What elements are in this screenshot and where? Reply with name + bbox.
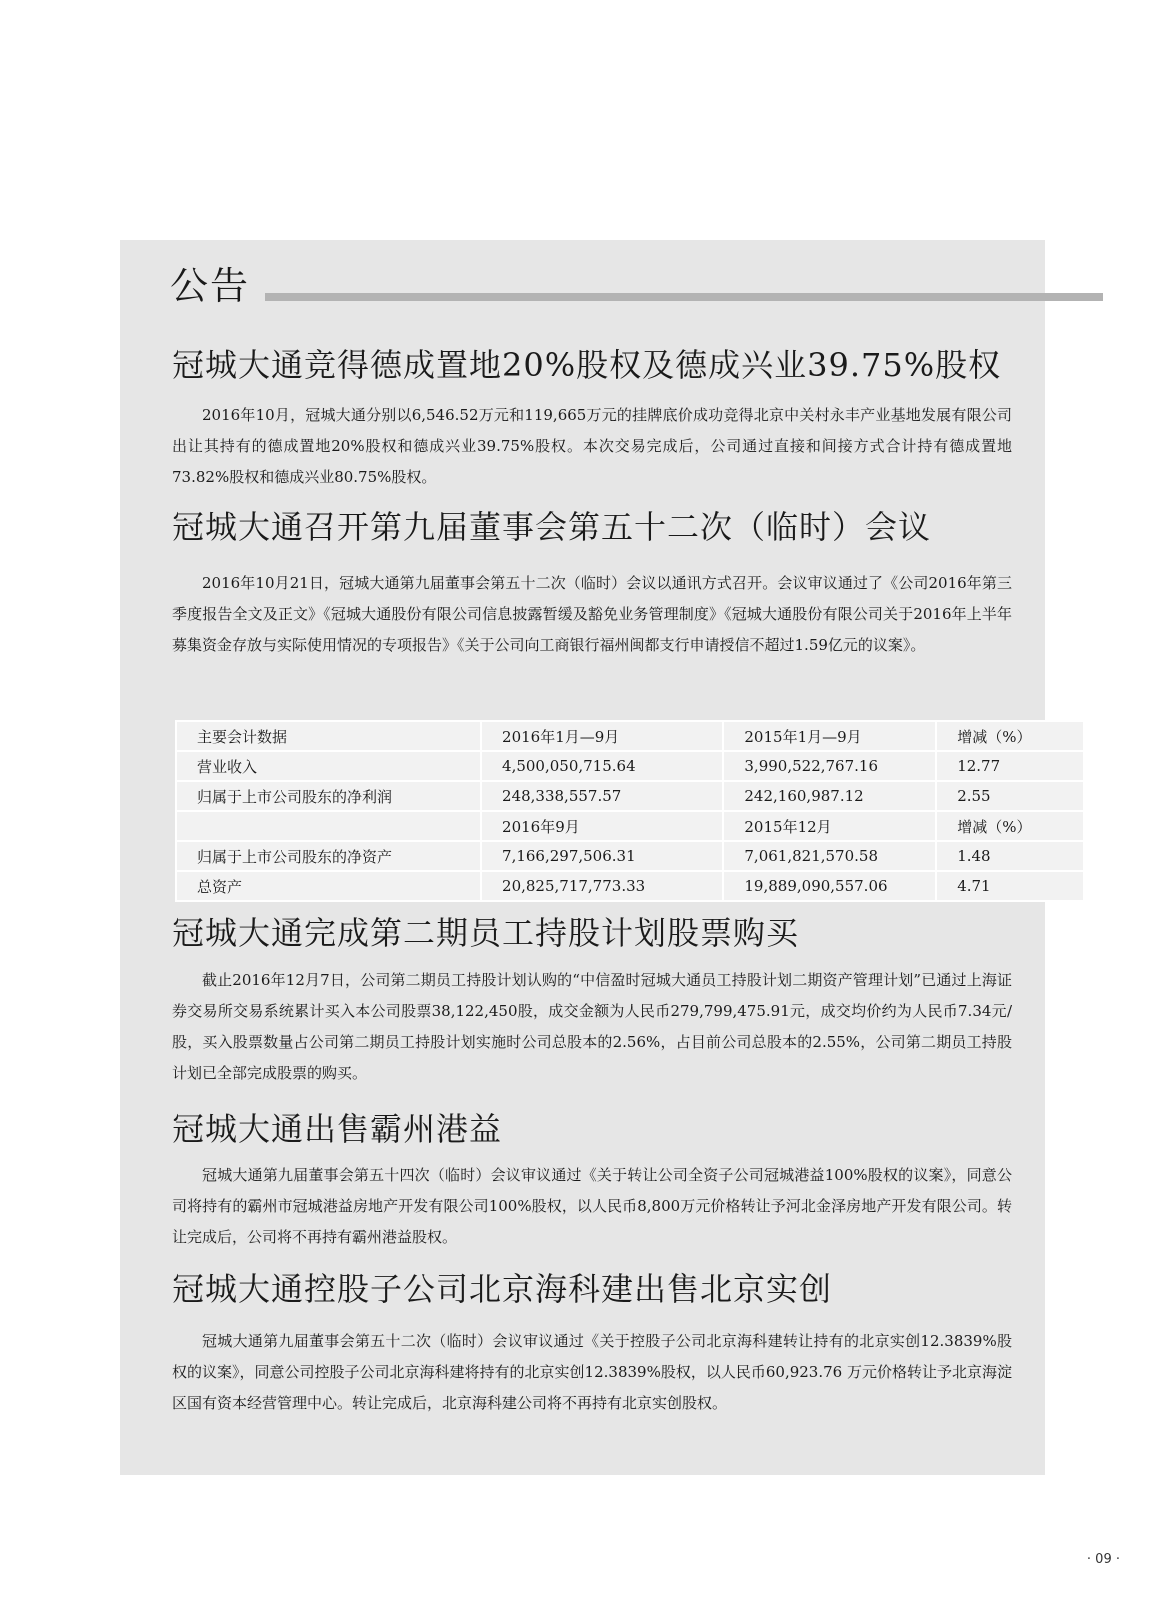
table-row xyxy=(176,781,1084,811)
table-cell: 增减（%） xyxy=(936,721,1084,751)
table-cell: 归属于上市公司股东的净利润 xyxy=(176,781,481,811)
table-cell: 总资产 xyxy=(176,871,481,901)
article-2-title: 冠城大通召开第九届董事会第五十二次（临时）会议 xyxy=(172,508,932,546)
table-cell: 4,500,050,715.64 xyxy=(481,751,723,781)
table-cell: 248,338,557.57 xyxy=(481,781,723,811)
article-3-title: 冠城大通完成第二期员工持股计划股票购买 xyxy=(172,914,800,952)
table-cell: 2.55 xyxy=(936,781,1084,811)
article-4-title: 冠城大通出售霸州港益 xyxy=(172,1110,503,1148)
article-5-title: 冠城大通控股子公司北京海科建出售北京实创 xyxy=(172,1270,833,1308)
table-cell: 7,061,821,570.58 xyxy=(723,841,936,871)
table-cell: 归属于上市公司股东的净资产 xyxy=(176,841,481,871)
article-5-body: 冠城大通第九届董事会第五十二次（临时）会议审议通过《关于控股子公司北京海科建转让持有的北京实创12.3839%股权的议案》，同意公司控股子公司北京海科建将持有的北京实创12.3839%股权，以人民币60,923.76 万元价格转让予北京海淀区国有资本经营管理中心。转让完成后，北京海科建公司将不再持有北京实创股权。 xyxy=(172,1332,1012,1412)
table-cell: 3,990,522,767.16 xyxy=(723,751,936,781)
table-row xyxy=(176,751,1084,781)
article-1-title: 冠城大通竞得德成置地20%股权及德成兴业39.75%股权 xyxy=(172,346,1002,384)
table-cell: 增减（%） xyxy=(936,811,1084,841)
table-cell: 2015年12月 xyxy=(723,811,936,841)
article-1-body: 2016年10月，冠城大通分别以6,546.52万元和119,665万元的挂牌底价成功竞得北京中关村永丰产业基地发展有限公司出让其持有的德成置地20%股权和德成兴业39.75%股权。本次交易完成后，公司通过直接和间接方式合计持有德成置地73.82%股权和德成兴业80.75%股权。 xyxy=(172,406,1012,486)
table-cell: 242,160,987.12 xyxy=(723,781,936,811)
table-cell: 19,889,090,557.06 xyxy=(723,871,936,901)
table-cell: 20,825,717,773.33 xyxy=(481,871,723,901)
table-row xyxy=(176,721,1084,751)
page-number: · 09 · xyxy=(1086,1552,1120,1567)
table-cell: 12.77 xyxy=(936,751,1084,781)
table-cell: 1.48 xyxy=(936,841,1084,871)
table-cell: 营业收入 xyxy=(176,751,481,781)
article-3-body: 截止2016年12月7日，公司第二期员工持股计划认购的“中信盈时冠城大通员工持股计划二期资产管理计划”已通过上海证券交易所交易系统累计买入本公司股票38,122,450股，成交金额为人民币279,799,475.91元，成交均价约为人民币7.34元/股，买入股票数量占公司第二期员工持股计划实施时公司总股本的2.56%，占目前公司总股本的2.55%，公司第二期员工持股计划已全部完成股票的购买。 xyxy=(172,971,1012,1082)
table-row xyxy=(176,811,1084,841)
section-heading: 公告 xyxy=(170,264,251,308)
table-cell: 4.71 xyxy=(936,871,1084,901)
table-cell: 2016年1月—9月 xyxy=(481,721,723,751)
announcement-panel xyxy=(120,240,1045,1475)
article-2-body: 2016年10月21日，冠城大通第九届董事会第五十二次（临时）会议以通讯方式召开。会议审议通过了《公司2016年第三季度报告全文及正文》《冠城大通股份有限公司信息披露暂缓及豁免业务管理制度》《冠城大通股份有限公司关于2016年上半年募集资金存放与实际使用情况的专项报告》《关于公司向工商银行福州闽都支行申请授信不超过1.59亿元的议案》。 xyxy=(172,574,1012,654)
table-cell xyxy=(176,811,481,841)
table-cell: 2016年9月 xyxy=(481,811,723,841)
table-row xyxy=(176,871,1084,901)
article-4-body: 冠城大通第九届董事会第五十四次（临时）会议审议通过《关于转让公司全资子公司冠城港益100%股权的议案》，同意公司将持有的霸州市冠城港益房地产开发有限公司100%股权，以人民币8,800万元价格转让予河北金泽房地产开发有限公司。转让完成后，公司将不再持有霸州港益股权。 xyxy=(172,1166,1012,1246)
table-cell: 7,166,297,506.31 xyxy=(481,841,723,871)
table-cell: 2015年1月—9月 xyxy=(723,721,936,751)
financial-data-table xyxy=(175,720,1085,902)
table-cell: 主要会计数据 xyxy=(176,721,481,751)
table-row xyxy=(176,841,1084,871)
section-heading-rule xyxy=(265,293,1103,301)
